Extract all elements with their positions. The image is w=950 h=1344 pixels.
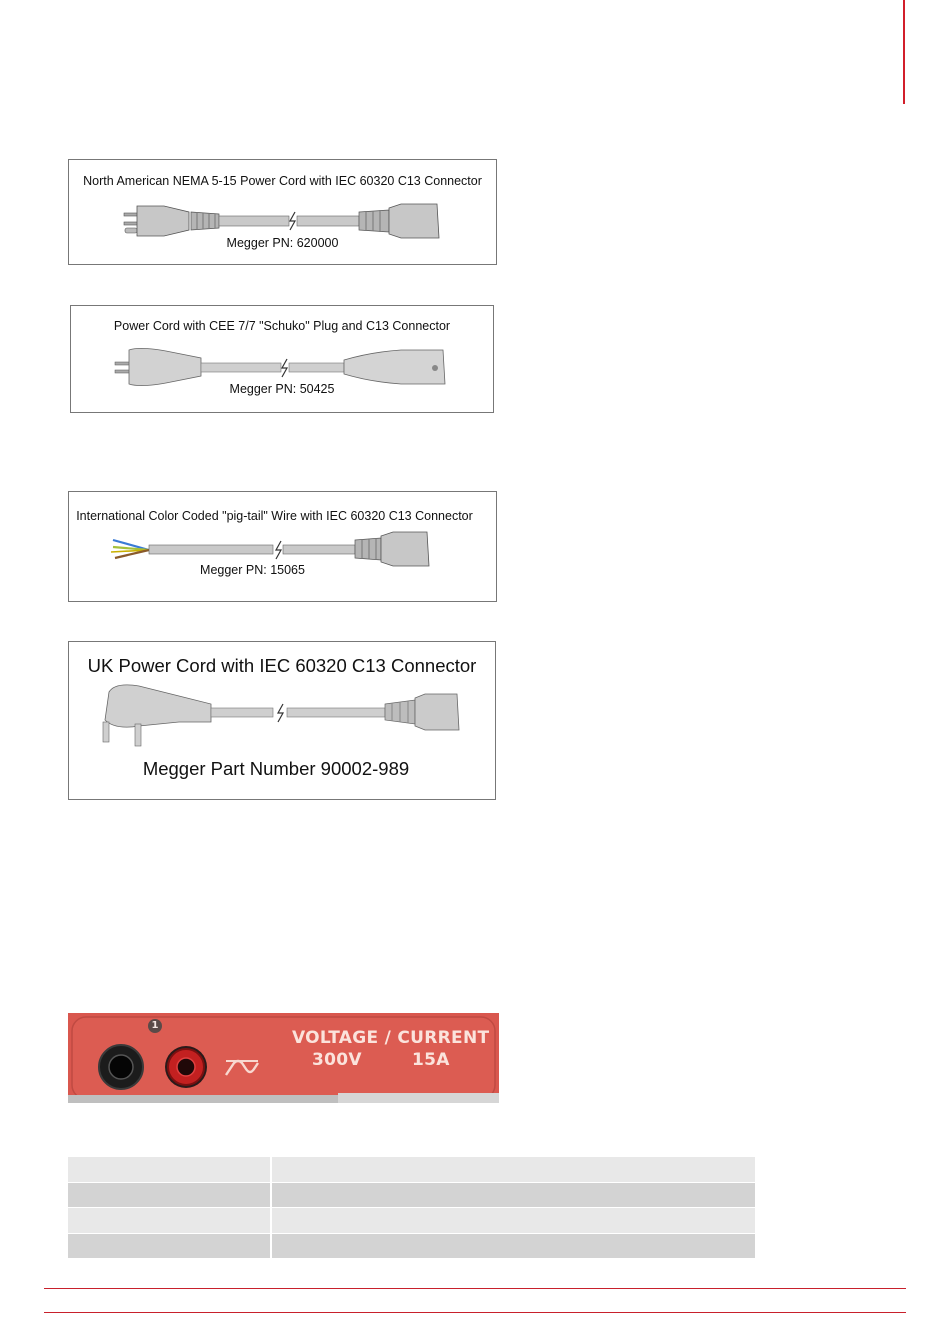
panel-label-voltage: 300V [312, 1050, 362, 1070]
uk-cord-caption: UK Power Cord with IEC 60320 C13 Connector [87, 655, 477, 676]
nema-cord-part-number: Megger PN: 620000 [226, 236, 339, 250]
spec-table [68, 1157, 755, 1259]
schuko-plug-icon [115, 348, 201, 385]
break-icon [276, 541, 281, 559]
uk-cord-part-number: Megger Part Number 90002-989 [142, 758, 410, 779]
panel-label-current: 15A [412, 1050, 450, 1070]
header-accent-line [903, 0, 905, 104]
schuko-cord-illustration [71, 306, 493, 412]
pigtail-cord-part-number: Megger PN: 15065 [200, 563, 305, 577]
instrument-panel-photo [68, 1013, 499, 1103]
footer-rule-bottom [44, 1312, 906, 1313]
c13-connector-icon [385, 694, 459, 730]
pigtail-wires-icon [111, 540, 149, 558]
break-icon [282, 359, 287, 377]
pigtail-cord-caption: International Color Coded "pig-tail" Wire with IEC 60320 C13 Connector [76, 509, 473, 523]
schuko-cord-caption: Power Cord with CEE 7/7 "Schuko" Plug and C13 Connector [113, 319, 451, 333]
table-cell [271, 1208, 755, 1234]
c13-connector-icon [344, 350, 445, 384]
table-cell [271, 1157, 755, 1182]
pigtail-cord-figure [68, 491, 497, 602]
table-cell [271, 1233, 755, 1259]
table-cell [68, 1182, 271, 1208]
c13-connector-icon [359, 204, 439, 238]
black-terminal-icon [99, 1045, 143, 1089]
table-cell [68, 1233, 271, 1259]
table-row [68, 1208, 755, 1234]
nema-cord-figure [68, 159, 497, 265]
table-cell [271, 1182, 755, 1208]
schuko-cord-part-number: Megger PN: 50425 [229, 382, 335, 396]
pigtail-cord-illustration [69, 492, 496, 601]
nema-cord-caption: North American NEMA 5-15 Power Cord with IEC 60320 C13 Connector [83, 174, 482, 188]
table-cell [68, 1157, 271, 1182]
table-row [68, 1233, 755, 1259]
uk-cord-figure [68, 641, 496, 800]
red-terminal-icon [165, 1046, 207, 1088]
c13-connector-icon [355, 532, 429, 566]
break-icon [278, 704, 283, 722]
schuko-cord-figure [70, 305, 494, 413]
uk-plug-icon [103, 685, 211, 746]
footer-rule-top [44, 1288, 906, 1289]
table-row [68, 1157, 755, 1182]
panel-label-voltage-current: VOLTAGE / CURRENT [292, 1028, 490, 1048]
table-row [68, 1182, 755, 1208]
terminal-number-badge: 1 [148, 1019, 162, 1033]
table-cell [68, 1208, 271, 1234]
break-icon [290, 212, 295, 230]
nema-plug-icon [124, 206, 219, 236]
